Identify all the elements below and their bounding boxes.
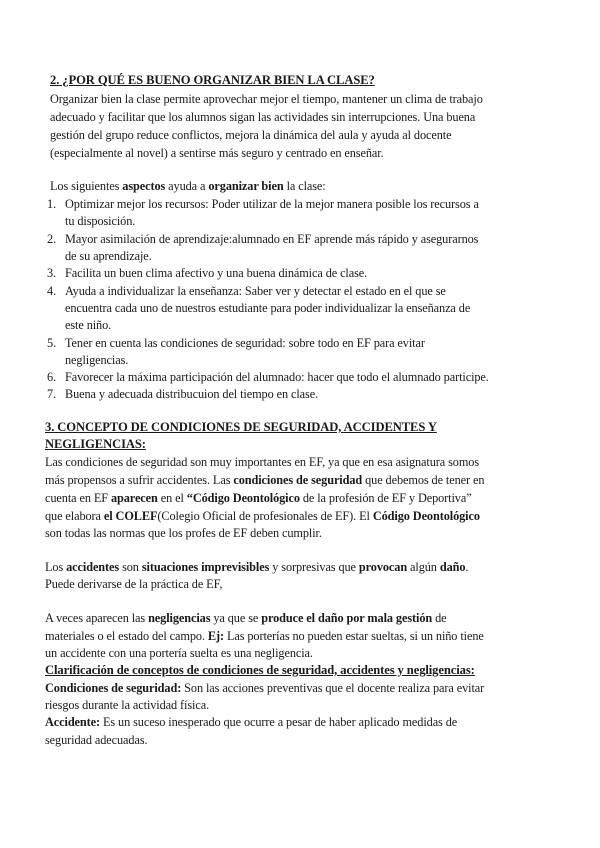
list-number: 7.: [47, 387, 57, 401]
list-item-line: Favorecer la máxima participación del alumnado: hacer que todo el alumnado participe.: [65, 370, 489, 384]
paragraph-line: Puede derivarse de la práctica de EF,: [45, 577, 223, 591]
list-item-line: de su aprendizaje.: [65, 249, 152, 263]
paragraph-line: materiales o el estado del campo. Ej: Las porterías no pueden estar sueltas, si un niño tiene: [45, 629, 484, 643]
paragraph-line: adecuado y facilitar que los alumnos sigan las actividades sin interrupciones. Una buena: [50, 110, 476, 124]
definition-line: Accidente: Es un suceso inesperado que ocurre a pesar de haber aplicado medidas de: [45, 715, 458, 729]
paragraph-line: cuenta en EF aparecen en el “Código Deontológico de la profesión de EF y Deportiva”: [45, 491, 472, 505]
list-intro: Los siguientes aspectos ayuda a organizar bien la clase:: [50, 179, 326, 193]
paragraph-line: Organizar bien la clase permite aprovechar mejor el tiempo, mantener un clima de trabajo: [50, 92, 483, 106]
definition-line: seguridad adecuadas.: [45, 733, 148, 747]
list-item-line: negligencias.: [65, 353, 129, 367]
paragraph-line: Los accidentes son situaciones imprevisibles y sorpresivas que provocan algún daño.: [45, 560, 469, 574]
paragraph-line: (especialmente al novel) a sentirse más seguro y centrado en enseñar.: [50, 146, 384, 160]
definition-line: riesgos durante la actividad física.: [45, 698, 210, 712]
paragraph-line: que elabora el COLEF(Colegio Oficial de profesionales de EF). El Código Deontológico: [45, 509, 480, 523]
section-2-title: 2. ¿POR QUÉ ES BUENO ORGANIZAR BIEN LA CLASE?: [50, 73, 375, 87]
list-number: 1.: [47, 197, 57, 211]
paragraph-line: Las condiciones de seguridad son muy importantes en EF, ya que en esa asignatura somos: [45, 455, 480, 469]
definition-line: Condiciones de seguridad: Son las acciones preventivas que el docente realiza para evitar: [45, 681, 485, 695]
list-item-line: Buena y adecuada distribucuion del tiempo en clase.: [65, 387, 319, 401]
list-number: 5.: [47, 336, 57, 350]
section-3-title: 3. CONCEPTO DE CONDICIONES DE SEGURIDAD, ACCIDENTES Y: [45, 420, 437, 434]
paragraph-line: un accidente con una portería suelta es una negligencia.: [45, 646, 313, 660]
list-item-line: Mayor asimilación de aprendizaje:alumnado en EF aprende más rápido y asegurarnos: [65, 232, 479, 246]
paragraph-line: son todas las normas que los profes de EF deben cumplir.: [45, 526, 322, 540]
paragraph-line: A veces aparecen las negligencias ya que se produce el daño por mala gestión de: [45, 611, 447, 625]
list-item-line: este niño.: [65, 318, 112, 332]
list-number: 6.: [47, 370, 57, 384]
list-number: 3.: [47, 266, 57, 280]
list-number: 2.: [47, 232, 57, 246]
list-item-line: Tener en cuenta las condiciones de seguridad: sobre todo en EF para evitar: [65, 336, 425, 350]
section-3-title-cont: NEGLIGENCIAS:: [45, 437, 146, 451]
clarification-heading: Clarificación de conceptos de condiciones de seguridad, accidentes y negligencias:: [45, 663, 475, 677]
list-item-line: Facilita un buen clima afectivo y una buena dinámica de clase.: [65, 266, 368, 280]
list-item-line: Optimizar mejor los recursos: Poder utilizar de la mejor manera posible los recursos a: [65, 197, 479, 211]
list-number: 4.: [47, 284, 57, 298]
list-item-line: Ayuda a individualizar la enseñanza: Saber ver y detectar el estado en el que se: [65, 284, 446, 298]
paragraph-line: gestión del grupo reduce conflictos, mejora la dinámica del aula y ayuda al docente: [50, 128, 452, 142]
list-item-line: encuentra cada uno de nuestros estudiante para poder individualizar la enseñanza de: [65, 301, 471, 315]
list-item-line: tu disposición.: [65, 214, 136, 228]
paragraph-line: más propensos a sufrir accidentes. Las condiciones de seguridad que debemos de tener en: [45, 473, 485, 487]
